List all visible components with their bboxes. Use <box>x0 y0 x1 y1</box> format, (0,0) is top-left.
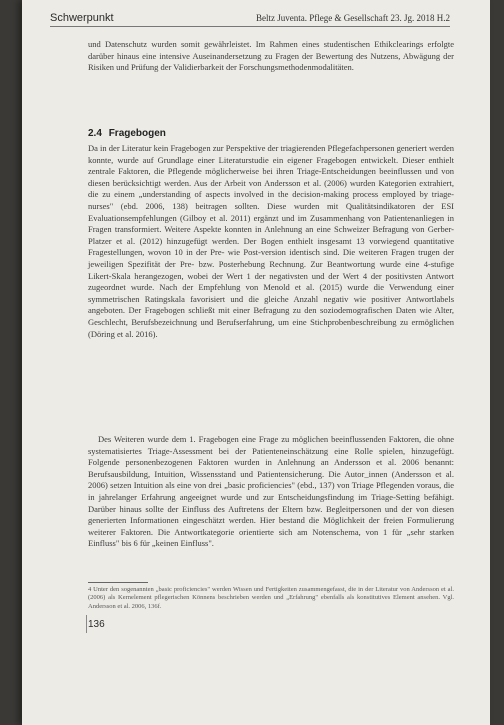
running-header <box>50 12 450 30</box>
page-number: 136 <box>88 619 108 630</box>
page-number-rule <box>86 615 87 633</box>
main-paragraph-block <box>88 143 454 340</box>
header-journal-info: Beltz Juventa. Pflege & Gesellschaft 23. Jg. 2018 H.2 <box>256 13 450 23</box>
footnote-block <box>88 586 454 611</box>
intro-block <box>88 39 454 74</box>
section-heading <box>88 128 166 139</box>
document-page <box>22 0 490 725</box>
intro-paragraph: und Datenschutz wurden somit gewährleistet. Im Rahmen eines studentischen Ethikclearings erfolgte darüber hinaus eine intensive Auseinandersetzung zu Fragen der Bewertung des Nutzens, Abwägung der Risiken und Prüfung der Validierbarkeit der Forschungsmethodenmodalitäten. <box>88 39 454 73</box>
header-section-title: Schwerpunkt <box>50 12 114 24</box>
footnote-rule <box>88 582 148 583</box>
section-title: Fragebogen <box>108 128 166 139</box>
section-number: 2.4 <box>88 128 102 139</box>
header-rule <box>50 26 450 27</box>
second-paragraph-block <box>88 434 454 550</box>
footnote-text: 4 Unter den sogenannten „basic proficiencies" werden Wissen und Fertigkeiten zusammengefasst, die in der Literatur von Andersson et al. (2006) als Kernelement pflegerischen Könnens beschrieben werden und „Erfahrung" ebenfalls als konstitutives Element ansehen. Vgl. Andersson et al. 2006, 136f. <box>88 586 454 610</box>
paragraph-second: Des Weiteren wurde dem 1. Fragebogen eine Frage zu möglichen beeinflussenden Faktoren, die ohne systematisiertes Triage-Assessment bei der Patienteneinschätzung eine Rolle spielen, hinzugefügt. Folgende personenbezogenen Faktoren wurden in Anlehnung an Andersson et al. 2006 benannt: Berufsausbildung, Intuition, Wissensstand und Patientensicherung. Die Autor_innen (Andersson et al. 2006) setzen Intuition als eine von drei „basic proficiencies" (ebd., 137) von Triage Pflegenden voraus, die in jahrelanger Erfahrung angeeignet wurde und zur Entscheidungsfindung im Triage-Setting befähigt. Darüber hinaus sollte der Einfluss des Auftretens der Eltern bzw. Begleitpersonen und der von diesen generierten Informationen eingeschätzt werden. Hier bestand die Möglichkeit der freien Formulierung weiterer Faktoren. Die Antwortkategorie orientierte sich am Notenschema, von 1 für „sehr starken Einfluss" bis 6 für „keinen Einfluss". <box>88 434 454 549</box>
paragraph-main: Da in der Literatur kein Fragebogen zur Perspektive der triagierenden Pflegefachpersonen generiert werden konnte, wurde auf Grundlage einer Literaturstudie ein eigener Fragebogen entwickelt. Dieser enthielt zentrale Faktoren, die Pflegende möglicherweise bei ihren Triage-Entscheidungen beeinflussen und von diesen berücksichtigt werden. Aus der Arbeit von Andersson et al. (2006) wurden Kategorien extrahiert, die zu einem „understanding of aspects involved in the decision-making process employed by triage-nurses" (ebd. 2006, 138) beitragen sollten. Diese wurden mit Qualitätsindikatoren der ESI Evaluationsempfehlungen (Gilboy et al. 2011) ergänzt und im Zusammenhang von Patientenanliegen in Fragen transformiert. Weitere Aspekte konnten in Anlehnung an eine Schweizer Befragung von Gerber-Platzer et al. (2012) hinzugefügt werden. Der Bogen enthielt insgesamt 13 vorwiegend quantitative Fragestellungen, wovon 10 in der Pre- wie Post-version identisch sind. Die weiteren Fragen trugen der jeweiligen Spezifität der Pre- bzw. Posterhebung Rechnung. Zur Beantwortung wurde eine 4-stufige Likert-Skala herangezogen, wobei der Wert 1 der negativsten und der Wert 4 der positivsten Antwort zugeordnet wurde. Nach der Empfehlung von Menold et al. (2015) wurde die Verwendung einer symmetrischen Ratingskala favorisiert und die gleiche Anzahl negativ wie positiver Antwortlabels angeboten. Der Fragebogen schließt mit einer Befragung zu den soziodemografischen Daten wie Alter, Geschlecht, Berufsbezeichnung und Berufserfahrung, um eine Stichprobenbeschreibung zu ermöglichen (Döring et al. 2016). <box>88 143 454 339</box>
